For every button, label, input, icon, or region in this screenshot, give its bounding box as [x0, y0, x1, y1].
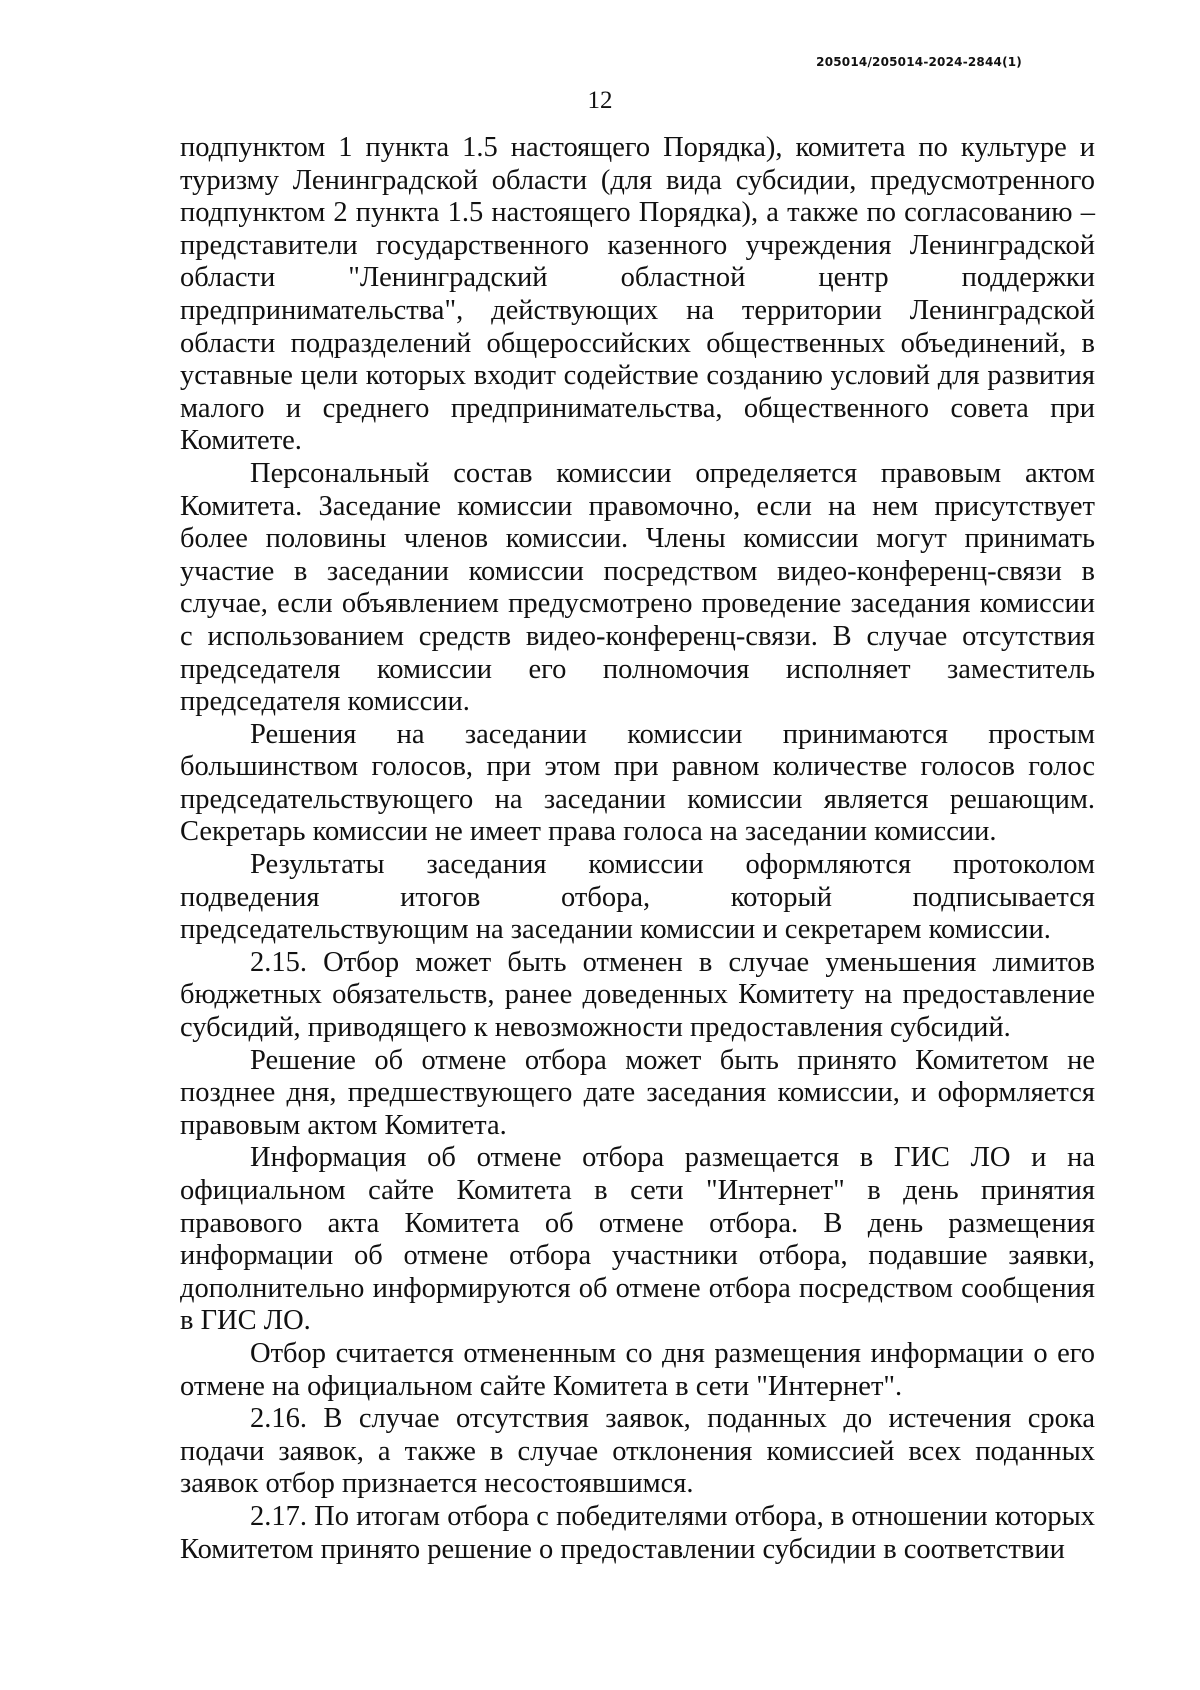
- paragraph-2-16: 2.16. В случае отсутствия заявок, поданных до истечения срока подачи заявок, а также в случае отклонения комиссией всех поданных заявок отбор признается несостоявшимся.: [180, 1403, 1095, 1500]
- paragraph-commission-composition: Персональный состав комиссии определяется правовым актом Комитета. Заседание комиссии правомочно, если на нем присутствует более половины членов комиссии. Члены комиссии могут принимать участие в заседании комиссии посредством видео-конференц-связи в случае, если объявлением предусмотрено проведение заседания комиссии с использованием средств видео-конференц-связи. В случае отсутствия председателя комиссии его полномочия исполняет заместитель председателя комиссии.: [180, 457, 1095, 718]
- paragraph-continuation: подпунктом 1 пункта 1.5 настоящего Порядка), комитета по культуре и туризму Ленинградской области (для вида субсидии, предусмотренного подпунктом 2 пункта 1.5 настоящего Порядка), а также по согласованию – представители государственного казенного учреждения Ленинградской области "Ленинградский областной центр поддержки предпринимательства", действующих на территории Ленинградской области подразделений общероссийских общественных объединений, в уставные цели которых входит содействие созданию условий для развития малого и среднего предпринимательства, общественного совета при Комитете.: [180, 132, 1095, 457]
- paragraph-2-17: 2.17. По итогам отбора с победителями отбора, в отношении которых Комитетом принято решение о предоставлении субсидии в соответствии: [180, 1500, 1095, 1565]
- document-id: 205014/205014-2024-2844(1): [816, 55, 1022, 69]
- paragraph-decisions: Решения на заседании комиссии принимаются простым большинством голосов, при этом при равном количестве голосов голос председательствующего на заседании комиссии является решающим. Секретарь комиссии не имеет права голоса на заседании комиссии.: [180, 718, 1095, 848]
- paragraph-results: Результаты заседания комиссии оформляются протоколом подведения итогов отбора, который подписывается председательствующим на заседании комиссии и секретарем комиссии.: [180, 849, 1095, 946]
- document-body: [180, 132, 1095, 1566]
- paragraph-2-15: 2.15. Отбор может быть отменен в случае уменьшения лимитов бюджетных обязательств, ранее доведенных Комитету на предоставление субсидий, приводящего к невозможности предоставления субсидий.: [180, 946, 1095, 1044]
- page-number: 12: [587, 87, 613, 114]
- paragraph-cancel-decision: Решение об отмене отбора может быть принято Комитетом не позднее дня, предшествующего дате заседания комиссии, и оформляется правовым актом Комитета.: [180, 1044, 1095, 1141]
- paragraph-cancel-effective: Отбор считается отмененным со дня размещения информации о его отмене на официальном сайте Комитета в сети "Интернет".: [180, 1337, 1095, 1402]
- paragraph-cancel-information: Информация об отмене отбора размещается в ГИС ЛО и на официальном сайте Комитета в сети "Интернет" в день принятия правового акта Комитета об отмене отбора. В день размещения информации об отмене отбора участники отбора, подавшие заявки, дополнительно информируются об отмене отбора посредством сообщения в ГИС ЛО.: [180, 1142, 1095, 1337]
